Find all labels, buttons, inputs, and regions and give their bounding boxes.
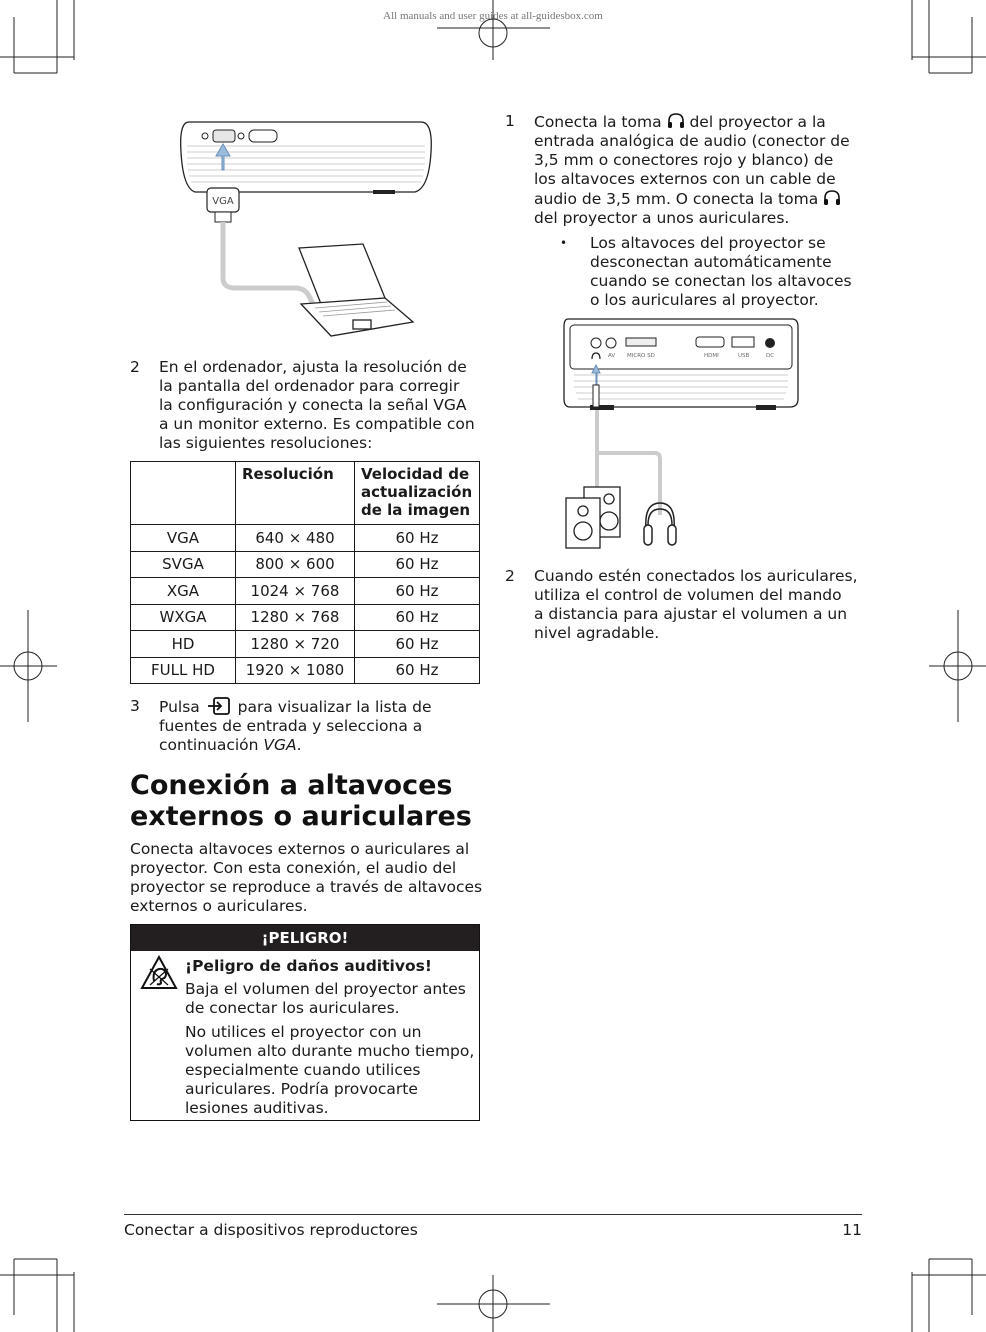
table-cell: SVGA: [131, 551, 236, 578]
table-cell: 60 Hz: [355, 631, 480, 658]
step-number: 2: [505, 567, 515, 585]
text-line: En el ordenador, ajusta la resolución de: [159, 358, 467, 376]
table-cell: FULL HD: [131, 657, 236, 684]
text-line: a un monitor externo. Es compatible con: [159, 415, 475, 433]
step-text: [534, 112, 864, 310]
text-line: proyector se reproduce a través de altavoces: [130, 878, 483, 896]
watermark: All manuals and user guides at all-guidesbox.com: [383, 10, 603, 22]
table-cell: 60 Hz: [355, 551, 480, 578]
step-3-left: [130, 697, 480, 757]
table-cell: 60 Hz: [355, 525, 480, 552]
danger-paragraph-1: [185, 980, 477, 1018]
text-line: lesiones auditivas.: [185, 1099, 329, 1117]
table-row: [131, 604, 480, 631]
table-row: [131, 578, 480, 605]
step-2-right: [505, 567, 865, 645]
port-label-microsd: MICRO SD: [627, 353, 655, 359]
text-line: fuentes de entrada y selecciona a: [159, 717, 423, 735]
port-label-usb: USB: [738, 353, 750, 359]
text-line: Baja el volumen del proyector antes: [185, 980, 466, 998]
speaker-icon: [566, 487, 620, 548]
hearing-damage-warning-icon: [140, 955, 178, 991]
audio-connection-illustration: [560, 315, 805, 555]
text-line: [534, 112, 864, 132]
vga-connection-illustration: [175, 108, 445, 344]
text-fragment: audio de 3,5 mm. O conecta la toma: [534, 190, 819, 208]
bullet-item: [534, 234, 864, 310]
table-cell: 1280 × 720: [236, 631, 355, 658]
header-line: de la imagen: [361, 501, 471, 519]
headphone-jack-icon: [667, 112, 685, 129]
footer-section-title: Conectar a dispositivos reproductores: [124, 1221, 418, 1239]
table-cell: 800 × 600: [236, 551, 355, 578]
vga-connector: [207, 188, 239, 222]
step-number: 1: [505, 112, 515, 130]
table-cell: 60 Hz: [355, 657, 480, 684]
text-fragment-italic: VGA: [263, 736, 297, 754]
section-heading: [130, 770, 490, 832]
table-row: [131, 525, 480, 552]
danger-paragraph-2: [185, 1023, 477, 1118]
text-line: externos o auriculares.: [130, 897, 308, 915]
text-fragment: .: [296, 736, 302, 754]
text-line: las siguientes resoluciones:: [159, 434, 373, 452]
step-2-left: [130, 358, 480, 454]
port-label-av: AV: [608, 353, 616, 359]
text-fragment: Conecta la toma: [534, 113, 662, 131]
section-intro: [130, 840, 486, 916]
header-line: actualización: [361, 483, 473, 501]
text-line: la configuración y conecta la señal VGA: [159, 396, 467, 414]
step-1-right: [505, 112, 865, 309]
text-line: o los auriculares al proyector.: [590, 291, 819, 309]
text-fragment: del proyector a la: [689, 113, 826, 131]
table-cell: 60 Hz: [355, 578, 480, 605]
text-line: [159, 736, 432, 755]
table-cell: 1920 × 1080: [236, 657, 355, 684]
table-cell: 1280 × 768: [236, 604, 355, 631]
headphone-jack-icon: [823, 189, 841, 206]
text-line: Conecta altavoces externos o auriculares al: [130, 840, 470, 858]
danger-box: [130, 924, 480, 1121]
text-line: cuando se conectan los altavoces: [590, 272, 852, 290]
text-line: volumen alto durante mucho tiempo,: [185, 1042, 475, 1060]
table-cell: 640 × 480: [236, 525, 355, 552]
text-line: No utilices el proyector con un: [185, 1023, 422, 1041]
text-fragment: Pulsa: [159, 698, 200, 716]
step-number: 3: [130, 697, 140, 715]
bullet-mark: •: [560, 236, 568, 250]
danger-title: ¡Peligro de daños auditivos!: [185, 957, 432, 975]
heading-line: externos o auriculares: [130, 801, 472, 832]
table-row: [131, 631, 480, 658]
table-cell: WXGA: [131, 604, 236, 631]
table-cell: VGA: [131, 525, 236, 552]
table-header-refresh-rate: [355, 462, 480, 525]
svg-text:VGA: VGA: [212, 196, 234, 207]
text-line: [534, 189, 864, 209]
text-line: la pantalla del ordenador para corregir: [159, 377, 460, 395]
text-line: nivel agradable.: [534, 624, 660, 642]
text-line: proyector. Con esta conexión, el audio del: [130, 859, 457, 877]
text-line: entrada analógica de audio (conector de: [534, 132, 850, 150]
step-text: [159, 358, 475, 453]
text-line: desconectan automáticamente: [590, 253, 832, 271]
table-header-resolution: Resolución: [236, 462, 355, 525]
laptop: [299, 244, 413, 336]
text-line: [159, 697, 432, 717]
table-header-row: [131, 462, 480, 525]
step-text: [534, 567, 864, 643]
page-number: 11: [842, 1221, 862, 1239]
text-line: 3,5 mm o conectores rojo y blanco) de: [534, 151, 834, 169]
table-cell: HD: [131, 631, 236, 658]
text-line: de conectar los auriculares.: [185, 999, 400, 1017]
text-line: auriculares. Podría provocarte: [185, 1080, 418, 1098]
text-line: utiliza el control de volumen del mando: [534, 586, 842, 604]
table-row: [131, 657, 480, 684]
text-line: los altavoces externos con un cable de: [534, 170, 836, 188]
footer-rule: [124, 1214, 862, 1215]
text-line: especialmente cuando utilices: [185, 1061, 421, 1079]
step-number: 2: [130, 358, 140, 376]
table-cell: 1024 × 768: [236, 578, 355, 605]
text-line: del proyector a unos auriculares.: [534, 209, 790, 227]
table-row: [131, 551, 480, 578]
input-source-icon: [207, 697, 231, 715]
resolution-table: [130, 461, 480, 684]
text-fragment: continuación: [159, 736, 264, 754]
text-line: a distancia para ajustar el volumen a un: [534, 605, 848, 623]
table-cell: 60 Hz: [355, 604, 480, 631]
port-label-hdmi: HDMI: [704, 353, 719, 359]
text-line: Los altavoces del proyector se: [590, 234, 826, 252]
step-text: [159, 697, 432, 755]
danger-header: ¡PELIGRO!: [131, 925, 479, 951]
heading-line: Conexión a altavoces: [130, 770, 453, 801]
text-fragment: para visualizar la lista de: [237, 698, 432, 716]
text-line: Cuando estén conectados los auriculares,: [534, 567, 858, 585]
header-line: Velocidad de: [361, 465, 470, 483]
headphones-icon: [644, 503, 676, 545]
table-header-empty: [131, 462, 236, 525]
projector-top: [181, 122, 432, 194]
table-cell: XGA: [131, 578, 236, 605]
port-label-dc: DC: [766, 353, 775, 359]
